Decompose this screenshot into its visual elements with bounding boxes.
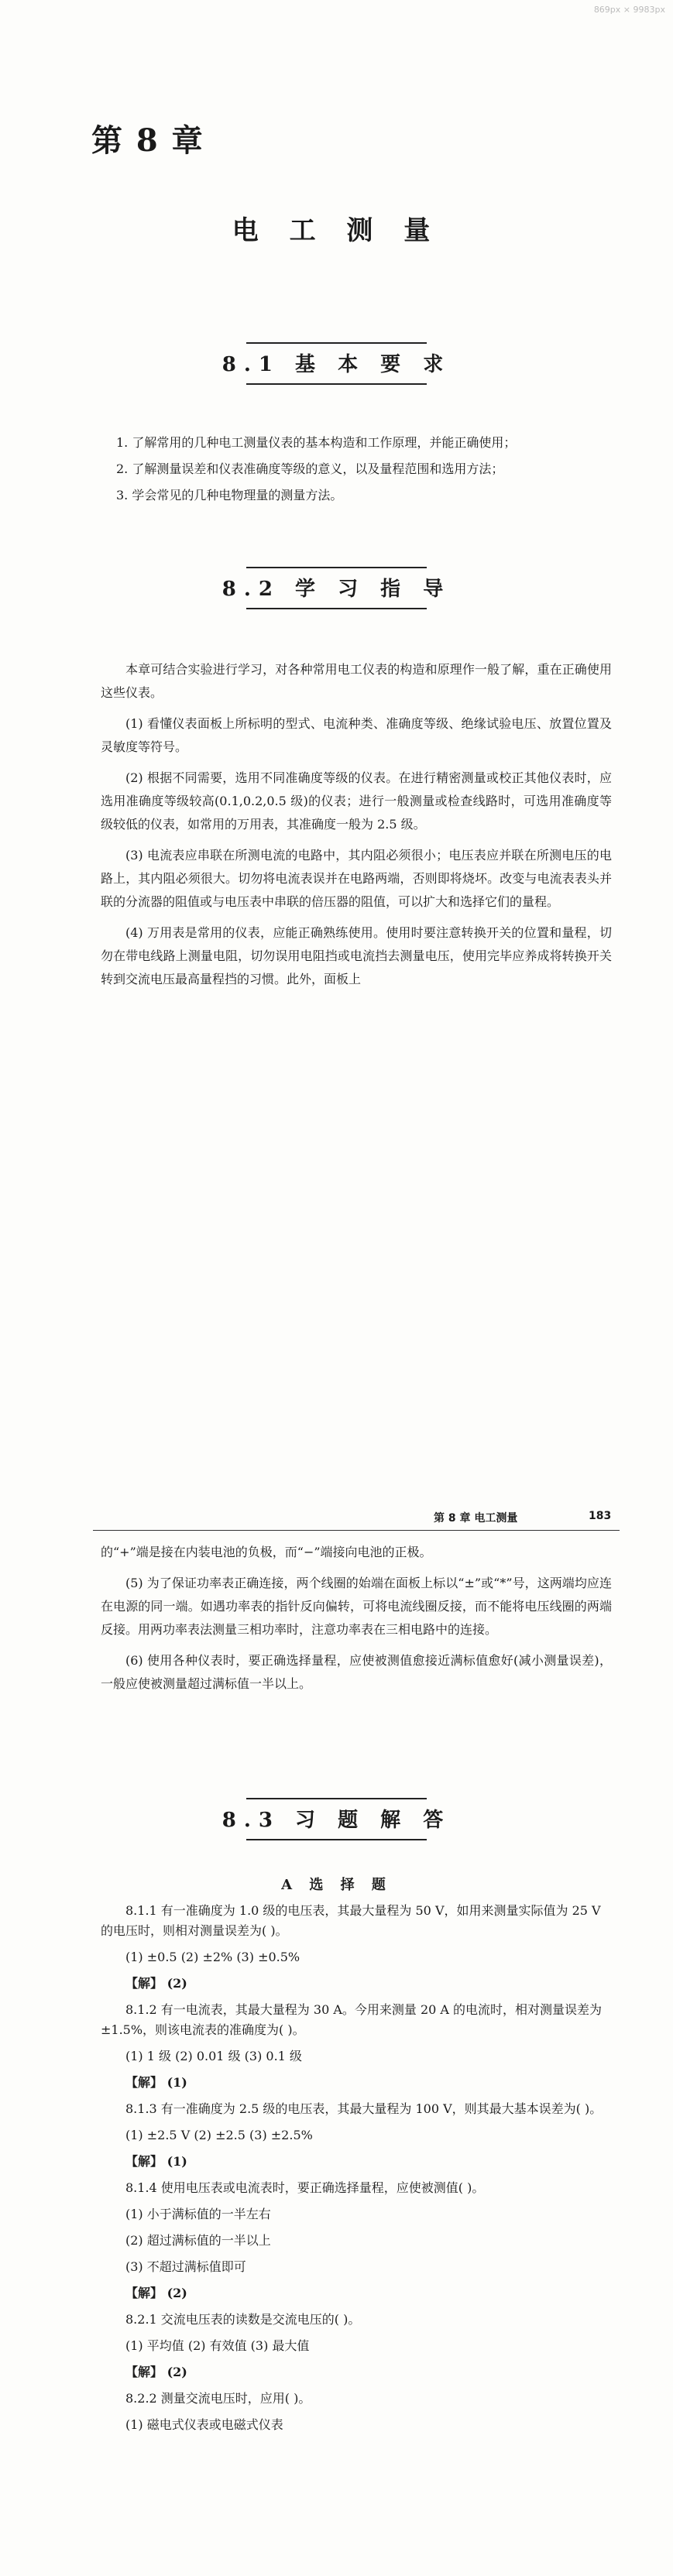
option-line: (1) 磁电式仪表或电磁式仪表 — [125, 2417, 283, 2432]
heading-rule-top — [246, 567, 427, 568]
section-8-2-title: 8.2 学 习 指 导 — [221, 578, 452, 601]
paragraph: (3) 电流表应串联在所测电流的电路中，其内阻必须很小；电压表应并联在所测电压的电路上，其内阻必须很大。切勿将电流表误并在电路两端，否则即将烧坏。改变与电流表表头并联的分流器的阻值或与电压表中串联的倍压器的阻值，可以扩大和选择它们的量程。 — [101, 848, 612, 909]
viewer-size-label: 869px × 9983px — [593, 5, 665, 15]
paragraph: (5) 为了保证功率表正确连接，两个线圈的始端在面板上标以“±”或“*”号，这两端均应连在电源的同一端。如遇功率表的指针反向偏转，可将电流线圈反接，而不能将电压线圈的两端反接。用两功率表法测量三相功率时，注意功率表在三相电路中的连接。 — [101, 1576, 612, 1637]
section-8-3-title: 8.3 习 题 解 答 — [221, 1809, 452, 1832]
running-head: 第 8 章 电工测量 — [434, 1512, 518, 1525]
paragraph: (4) 万用表是常用的仪表，应能正确熟练使用。使用时要注意转换开关的位置和量程，切勿在带电线路上测量电阻，切勿误用电阻挡或电流挡去测量电压，使用完毕应养成将转换开关转到交流电压最高量程挡的习惯。此外，面板上 — [101, 925, 612, 986]
option-line: (3) 不超过满标值即可 — [125, 2259, 246, 2274]
page-number: 183 — [589, 1510, 612, 1522]
requirement-item: 2. 了解测量误差和仪表准确度等级的意义，以及量程范围和选用方法； — [116, 461, 504, 476]
section-8-2-heading — [0, 573, 673, 602]
answer-line: 【解】 (2) — [125, 2365, 187, 2379]
answer-line: 【解】 (1) — [125, 2075, 187, 2090]
question-text: 8.2.1 交流电压表的读数是交流电压的( )。 — [125, 2312, 361, 2327]
requirements-list — [116, 434, 612, 513]
header-rule — [93, 1530, 620, 1531]
chapter-title: 电 工 测 量 — [232, 215, 441, 246]
subsection-a-heading: A 选 择 题 — [281, 1877, 392, 1893]
option-line: (1) 小于满标值的一半左右 — [125, 2207, 271, 2221]
question-text: 8.1.3 有一准确度为 2.5 级的电压表，其最大量程为 100 V，则其最大基本误差为( )。 — [125, 2101, 603, 2116]
option-line: (1) 平均值 (2) 有效值 (3) 最大值 — [125, 2338, 310, 2353]
study-guide-text-continued — [101, 1541, 612, 1703]
paragraph: (6) 使用各种仪表时，要正确选择量程，应使被测值愈接近满标值愈好(减小测量误差)，一般应使被测量超过满标值一半以上。 — [101, 1653, 612, 1691]
answer-line: 【解】 (2) — [125, 2286, 187, 2300]
option-line: (1) ±2.5 V (2) ±2.5 (3) ±2.5% — [125, 2128, 313, 2142]
question-text: 8.1.4 使用电压表或电流表时，要正确选择量程，应使被测值( )。 — [125, 2180, 485, 2195]
heading-rule-top — [246, 342, 427, 344]
heading-rule-bottom — [246, 1839, 427, 1840]
section-8-1-title: 8.1 基 本 要 求 — [221, 353, 452, 376]
paragraph: 的“+”端是接在内装电池的负极，而“−”端接向电池的正极。 — [101, 1545, 432, 1559]
question-text: 8.1.2 有一电流表，其最大量程为 30 A。今用来测量 20 A 的电流时，相对测量误差为±1.5%，则该电流表的准确度为( )。 — [101, 2002, 603, 2037]
answer-line: 【解】 (2) — [125, 1976, 187, 1991]
choice-questions — [101, 1901, 612, 2559]
heading-rule-bottom — [246, 608, 427, 609]
option-line: (1) 1 级 (2) 0.01 级 (3) 0.1 级 — [125, 2049, 302, 2063]
paragraph: (1) 看懂仪表面板上所标明的型式、电流种类、准确度等级、绝缘试验电压、放置位置及灵敏度等符号。 — [101, 716, 612, 754]
option-line: (1) ±0.5 (2) ±2% (3) ±0.5% — [125, 1950, 300, 1964]
option-line: (2) 超过满标值的一半以上 — [125, 2233, 271, 2248]
section-8-3-heading — [0, 1804, 673, 1833]
requirement-item: 3. 学会常见的几种电物理量的测量方法。 — [116, 488, 343, 503]
answer-line: 【解】 (1) — [125, 2154, 187, 2169]
question-text: 8.1.1 有一准确度为 1.0 级的电压表，其最大量程为 50 V，如用来测量实际值为 25 V 的电压时，则相对测量误差为( )。 — [101, 1903, 601, 1938]
question-text: 8.2.2 测量交流电压时，应用( )。 — [125, 2391, 311, 2406]
heading-rule-bottom — [246, 383, 427, 385]
heading-rule-top — [246, 1798, 427, 1799]
section-8-1-heading — [0, 348, 673, 377]
requirement-item: 1. 了解常用的几种电工测量仪表的基本构造和工作原理，并能正确使用； — [116, 435, 517, 450]
study-guide-text — [101, 658, 612, 999]
paragraph: (2) 根据不同需要，选用不同准确度等级的仪表。在进行精密测量或校正其他仪表时，应选用准确度等级较高(0.1,0.2,0.5 级)的仪表；进行一般测量或检查线路时，可选用准确度等级较低的仪表，如常用的万用表，其准确度一般为 2.5 级。 — [101, 770, 612, 832]
chapter-label: 第 8 章 — [91, 122, 204, 159]
paragraph: 本章可结合实验进行学习，对各种常用电工仪表的构造和原理作一般了解，重在正确使用这些仪表。 — [101, 662, 612, 700]
